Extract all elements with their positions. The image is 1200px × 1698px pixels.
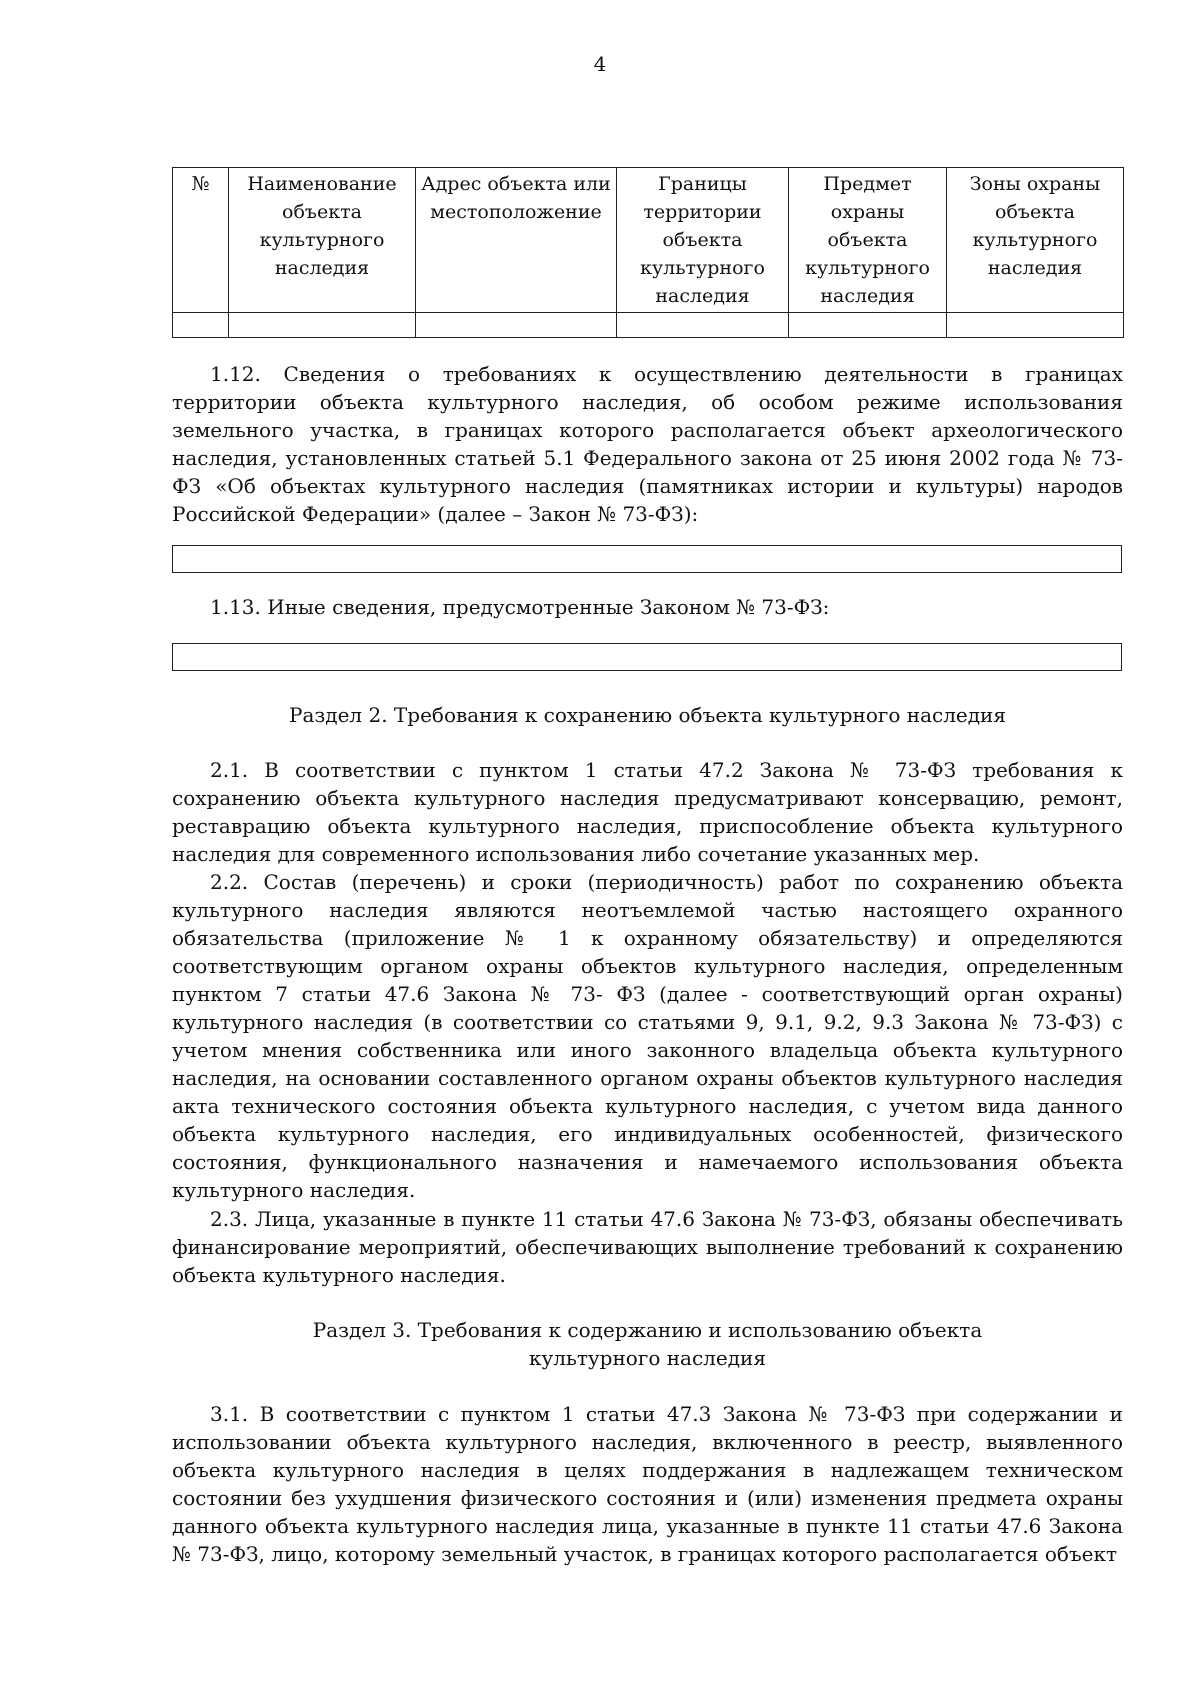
column-header-boundaries: Границы территории объекта культурного наследия [617, 168, 789, 313]
paragraph-1-12: 1.12. Сведения о требованиях к осуществлению деятельности в границах территории объекта культурного наследия, об особом режиме использования земельного участка, в границах которого располагается объект археологического наследия, установленных статьей 5.1 Федерального закона от 25 июня 2002 года № 73-ФЗ «Об объектах культурного наследия (памятниках истории и культуры) народов Российской Федерации» (далее – Закон № 73-ФЗ): [172, 362, 1123, 526]
table-cell [416, 313, 617, 338]
column-header-name: Наименование объекта культурного наследия [229, 168, 416, 313]
page-number: 4 [593, 52, 607, 76]
heritage-table-wrapper [172, 167, 1123, 338]
table-header-row [173, 168, 1124, 313]
paragraph-2-3: 2.3. Лица, указанные в пункте 11 статьи 47.6 Закона № 73-ФЗ, обязаны обеспечивать финансирование мероприятий, обеспечивающих выполнение требований к сохранению объекта культурного наследия. [172, 1207, 1123, 1287]
section-3-title-line-2: культурного наследия [528, 1346, 766, 1370]
heritage-table [172, 167, 1124, 338]
field-box-1-13 [172, 643, 1122, 671]
paragraph-2-1: 2.1. В соответствии с пунктом 1 статьи 47.2 Закона № 73-ФЗ требования к сохранению объекта культурного наследия предусматривают консервацию, ремонт, реставрацию объекта культурного наследия, приспособление объекта культурного наследия для современного использования либо сочетание указанных мер. [172, 758, 1123, 866]
paragraph-3-1: 3.1. В соответствии с пунктом 1 статьи 47.3 Закона № 73-ФЗ при содержании и использовании объекта культурного наследия, включенного в реестр, выявленного объекта культурного наследия в целях поддержания в надлежащем техническом состоянии без ухудшения физического состояния и (или) изменения предмета охраны данного объекта культурного наследия лица, указанные в пункте 11 статьи 47.6 Закона № 73-ФЗ, лицо, которому земельный участок, в границах которого располагается объект [172, 1402, 1123, 1566]
table-cell [947, 313, 1124, 338]
table-cell [173, 313, 229, 338]
paragraph-1-13: 1.13. Иные сведения, предусмотренные Законом № 73-ФЗ: [210, 595, 830, 619]
column-header-zones: Зоны охраны объекта культурного наследия [947, 168, 1124, 313]
paragraph-2-2: 2.2. Состав (перечень) и сроки (периодичность) работ по сохранению объекта культурного наследия являются неотъемлемой частью настоящего охранного обязательства (приложение № 1 к охранному обязательству) и определяются соответствующим органом охраны объектов культурного наследия, определенным пунктом 7 статьи 47.6 Закона № 73- ФЗ (далее - соответствующий орган охраны) культурного наследия (в соответствии со статьями 9, 9.1, 9.2, 9.3 Закона № 73-ФЗ) с учетом мнения собственника или иного законного владельца объекта культурного наследия, на основании составленного органом охраны объектов культурного наследия акта технического состояния объекта культурного наследия, с учетом вида данного объекта культурного наследия, его индивидуальных особенностей, физического состояния, функционального назначения и намечаемого использования объекта культурного наследия. [172, 870, 1123, 1202]
table-cell [789, 313, 947, 338]
column-header-subject: Предмет охраны объекта культурного наследия [789, 168, 947, 313]
section-2-title: Раздел 2. Требования к сохранению объекта культурного наследия [288, 703, 1006, 727]
table-cell [617, 313, 789, 338]
field-box-1-12 [172, 545, 1122, 573]
column-header-number: № [173, 168, 229, 313]
table-cell [229, 313, 416, 338]
column-header-address: Адрес объекта или местоположение [416, 168, 617, 313]
section-3-title-line-1: Раздел 3. Требования к содержанию и использованию объекта [312, 1318, 983, 1342]
table-row [173, 313, 1124, 338]
